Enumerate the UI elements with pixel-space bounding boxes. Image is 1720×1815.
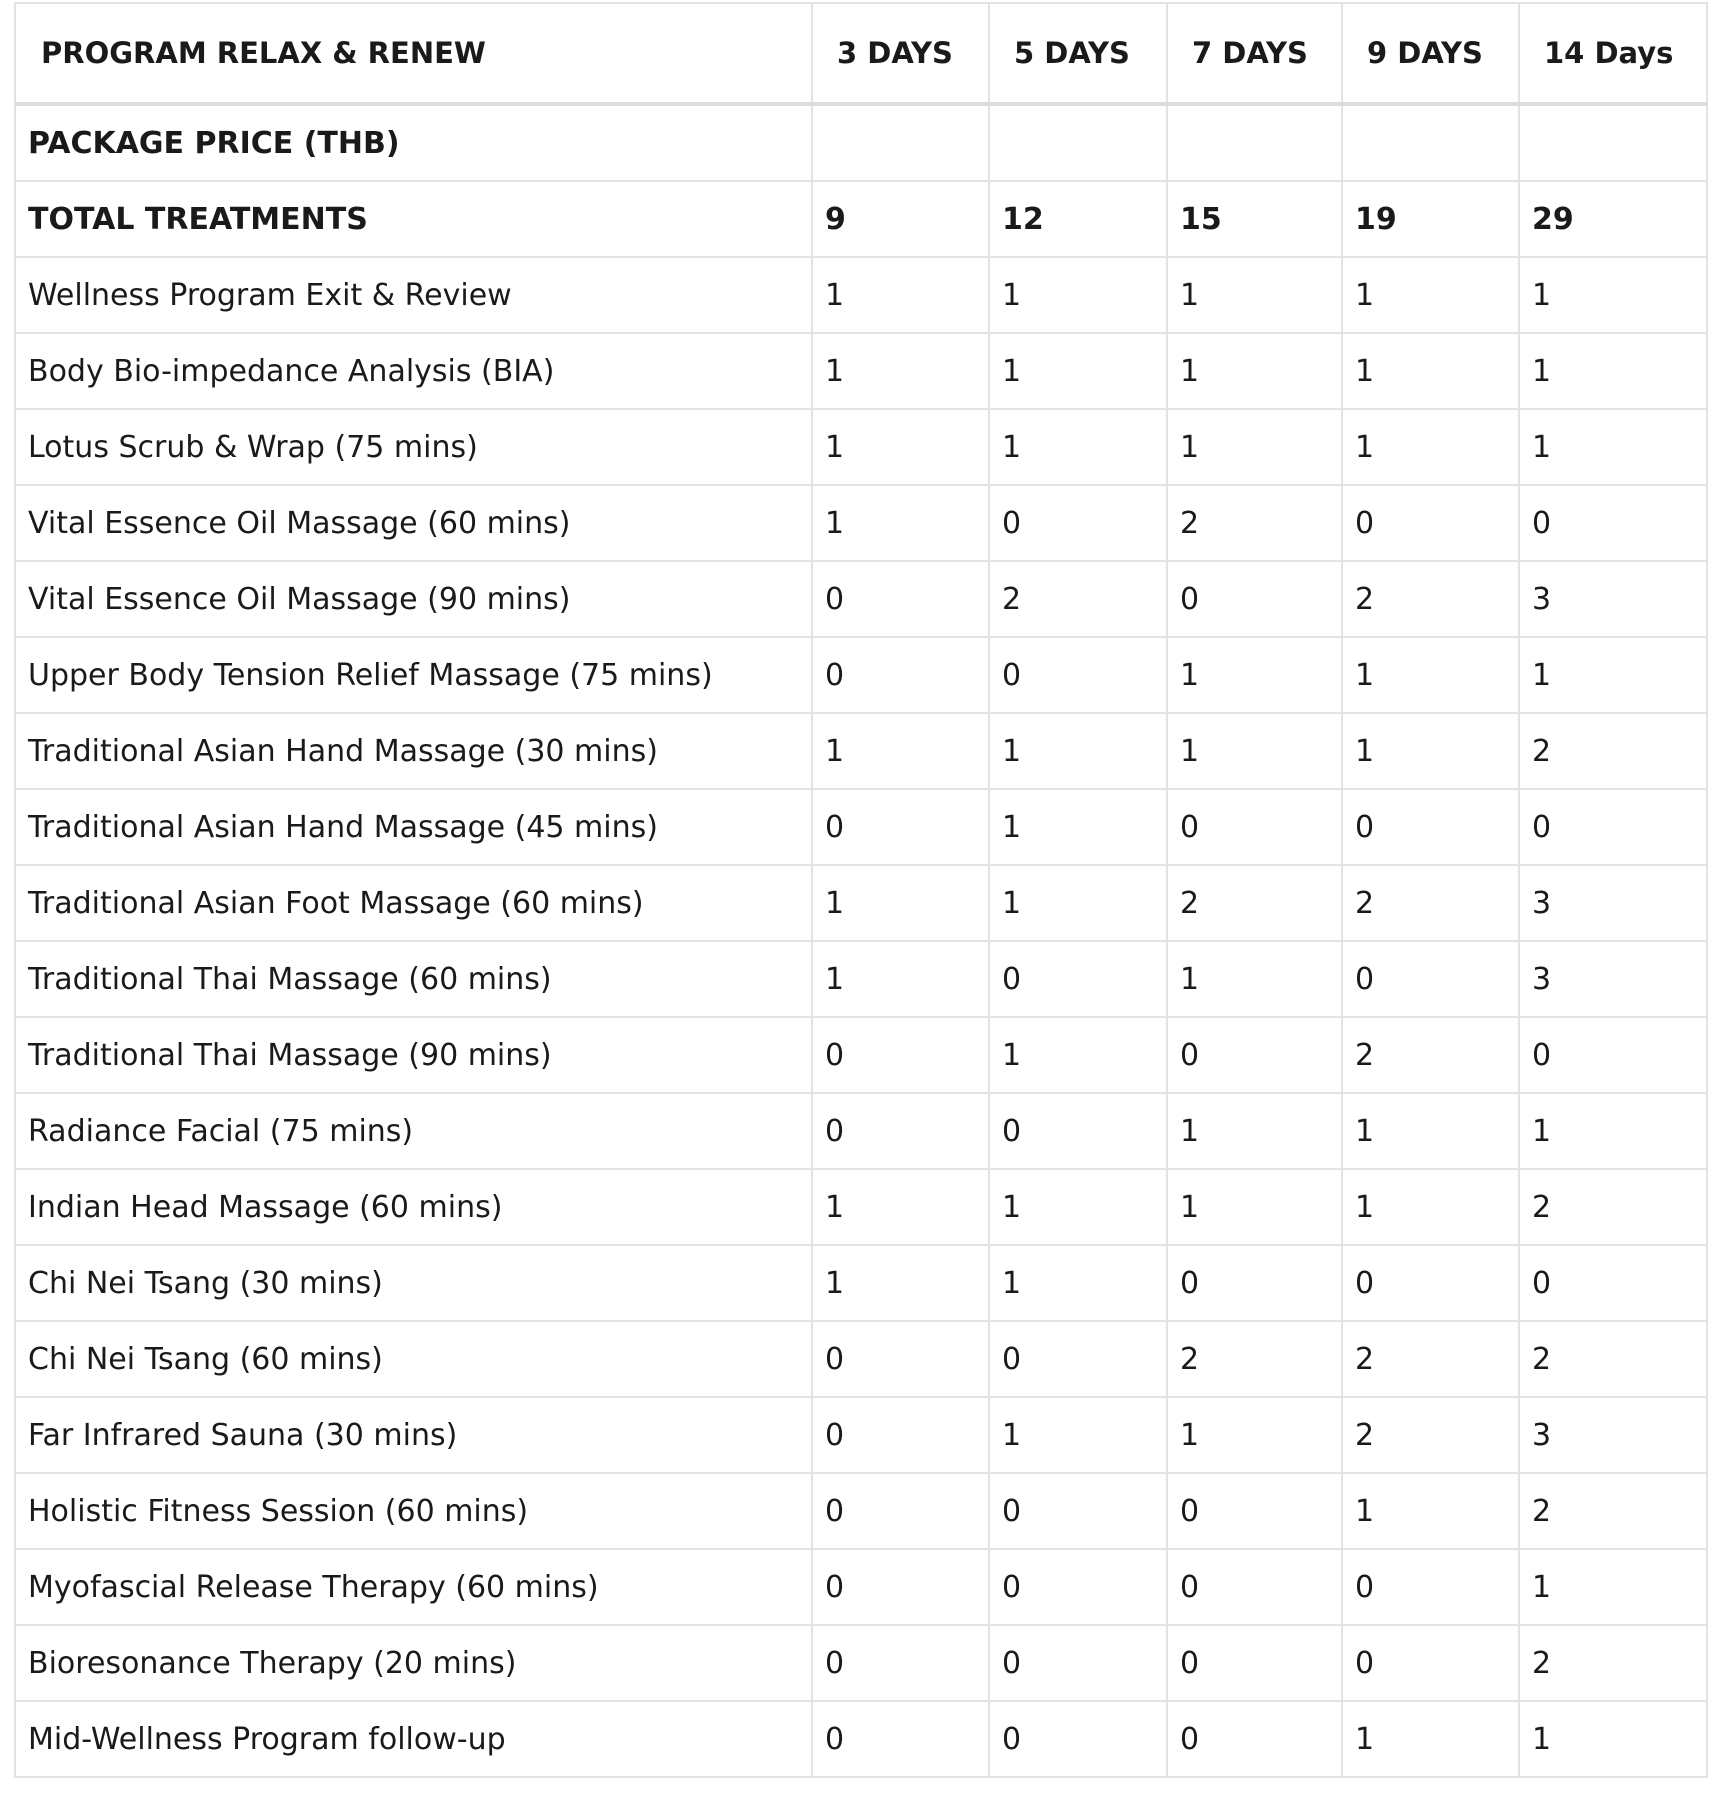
treatment-count-cell: 1 bbox=[1167, 333, 1342, 409]
table-row bbox=[15, 865, 1707, 941]
treatment-count-cell: 0 bbox=[1342, 1625, 1519, 1701]
treatment-count-cell: 1 bbox=[1167, 1169, 1342, 1245]
package-price-cell bbox=[1342, 104, 1519, 181]
treatment-count-cell: 2 bbox=[1342, 1017, 1519, 1093]
treatment-count-cell: 0 bbox=[1167, 1017, 1342, 1093]
total-treatments-cell: 12 bbox=[989, 181, 1167, 257]
treatment-count-cell: 1 bbox=[812, 865, 989, 941]
treatment-name: Chi Nei Tsang (60 mins) bbox=[15, 1321, 812, 1397]
header-3-days: 3 DAYS bbox=[812, 3, 989, 104]
package-price-cell bbox=[812, 104, 989, 181]
table-row bbox=[15, 485, 1707, 561]
treatment-count-cell: 0 bbox=[812, 1093, 989, 1169]
table-row bbox=[15, 637, 1707, 713]
total-treatments-cell: 19 bbox=[1342, 181, 1519, 257]
treatment-count-cell: 1 bbox=[989, 1245, 1167, 1321]
treatment-count-cell: 1 bbox=[1167, 409, 1342, 485]
treatment-count-cell: 0 bbox=[1519, 1245, 1707, 1321]
table-row bbox=[15, 1245, 1707, 1321]
treatment-name: Mid-Wellness Program follow-up bbox=[15, 1701, 812, 1777]
treatment-name: Traditional Asian Hand Massage (30 mins) bbox=[15, 713, 812, 789]
table-row bbox=[15, 1549, 1707, 1625]
treatment-count-cell: 0 bbox=[812, 1701, 989, 1777]
treatment-count-cell: 0 bbox=[989, 1549, 1167, 1625]
treatment-count-cell: 2 bbox=[1167, 485, 1342, 561]
package-price-label: PACKAGE PRICE (THB) bbox=[15, 104, 812, 181]
treatment-count-cell: 1 bbox=[1342, 409, 1519, 485]
treatment-count-cell: 0 bbox=[1342, 1245, 1519, 1321]
treatment-count-cell: 0 bbox=[1167, 1701, 1342, 1777]
treatment-count-cell: 2 bbox=[1519, 713, 1707, 789]
table-row bbox=[15, 1473, 1707, 1549]
treatment-count-cell: 0 bbox=[1342, 1549, 1519, 1625]
treatment-name: Bioresonance Therapy (20 mins) bbox=[15, 1625, 812, 1701]
treatment-count-cell: 1 bbox=[812, 333, 989, 409]
treatment-count-cell: 0 bbox=[812, 1473, 989, 1549]
table-row bbox=[15, 789, 1707, 865]
treatment-count-cell: 0 bbox=[812, 561, 989, 637]
package-price-cell bbox=[1167, 104, 1342, 181]
treatment-count-cell: 1 bbox=[812, 941, 989, 1017]
treatment-count-cell: 1 bbox=[1519, 1701, 1707, 1777]
treatment-count-cell: 2 bbox=[1167, 865, 1342, 941]
treatment-count-cell: 2 bbox=[1519, 1169, 1707, 1245]
treatment-name: Vital Essence Oil Massage (60 mins) bbox=[15, 485, 812, 561]
treatment-count-cell: 2 bbox=[1167, 1321, 1342, 1397]
treatment-count-cell: 1 bbox=[812, 409, 989, 485]
treatment-count-cell: 1 bbox=[812, 1169, 989, 1245]
total-treatments-row bbox=[15, 181, 1707, 257]
treatment-count-cell: 0 bbox=[1167, 1549, 1342, 1625]
treatment-count-cell: 1 bbox=[989, 409, 1167, 485]
treatment-count-cell: 0 bbox=[1519, 789, 1707, 865]
table-row bbox=[15, 1625, 1707, 1701]
total-treatments-cell: 9 bbox=[812, 181, 989, 257]
treatment-name: Traditional Asian Foot Massage (60 mins) bbox=[15, 865, 812, 941]
treatment-name: Holistic Fitness Session (60 mins) bbox=[15, 1473, 812, 1549]
header-9-days: 9 DAYS bbox=[1342, 3, 1519, 104]
total-treatments-label: TOTAL TREATMENTS bbox=[15, 181, 812, 257]
treatment-count-cell: 1 bbox=[989, 789, 1167, 865]
treatment-count-cell: 1 bbox=[812, 257, 989, 333]
treatment-count-cell: 1 bbox=[1519, 1093, 1707, 1169]
treatment-count-cell: 0 bbox=[812, 1397, 989, 1473]
treatment-name: Chi Nei Tsang (30 mins) bbox=[15, 1245, 812, 1321]
treatment-count-cell: 1 bbox=[1519, 637, 1707, 713]
treatment-count-cell: 0 bbox=[1167, 561, 1342, 637]
treatment-count-cell: 0 bbox=[1519, 485, 1707, 561]
treatment-count-cell: 1 bbox=[812, 485, 989, 561]
total-treatments-cell: 29 bbox=[1519, 181, 1707, 257]
treatment-count-cell: 1 bbox=[1342, 333, 1519, 409]
treatment-count-cell: 0 bbox=[1167, 1245, 1342, 1321]
treatment-count-cell: 0 bbox=[989, 1701, 1167, 1777]
treatment-count-cell: 0 bbox=[812, 1625, 989, 1701]
treatment-count-cell: 0 bbox=[1519, 1017, 1707, 1093]
treatment-name: Upper Body Tension Relief Massage (75 mins) bbox=[15, 637, 812, 713]
table-row bbox=[15, 1093, 1707, 1169]
treatment-name: Radiance Facial (75 mins) bbox=[15, 1093, 812, 1169]
treatment-count-cell: 1 bbox=[1342, 257, 1519, 333]
treatment-count-cell: 2 bbox=[1342, 561, 1519, 637]
treatment-count-cell: 1 bbox=[1519, 257, 1707, 333]
treatment-count-cell: 0 bbox=[989, 1473, 1167, 1549]
treatment-count-cell: 0 bbox=[1167, 1625, 1342, 1701]
program-table bbox=[14, 2, 1708, 1778]
treatment-count-cell: 2 bbox=[1342, 1321, 1519, 1397]
package-price-row bbox=[15, 104, 1707, 181]
treatment-count-cell: 3 bbox=[1519, 1397, 1707, 1473]
treatment-count-cell: 2 bbox=[1342, 865, 1519, 941]
treatment-count-cell: 0 bbox=[1342, 941, 1519, 1017]
header-7-days: 7 DAYS bbox=[1167, 3, 1342, 104]
table-row bbox=[15, 1321, 1707, 1397]
treatment-count-cell: 0 bbox=[812, 637, 989, 713]
treatment-count-cell: 0 bbox=[989, 485, 1167, 561]
treatment-count-cell: 0 bbox=[812, 1321, 989, 1397]
treatment-name: Traditional Thai Massage (90 mins) bbox=[15, 1017, 812, 1093]
treatment-name: Wellness Program Exit & Review bbox=[15, 257, 812, 333]
treatment-count-cell: 1 bbox=[1167, 941, 1342, 1017]
table-row bbox=[15, 409, 1707, 485]
table-header-row bbox=[15, 3, 1707, 104]
treatment-count-cell: 1 bbox=[1167, 713, 1342, 789]
header-14-days: 14 Days bbox=[1519, 3, 1707, 104]
treatment-count-cell: 0 bbox=[812, 1017, 989, 1093]
treatment-count-cell: 1 bbox=[1519, 409, 1707, 485]
treatment-count-cell: 3 bbox=[1519, 561, 1707, 637]
total-treatments-cell: 15 bbox=[1167, 181, 1342, 257]
treatment-count-cell: 0 bbox=[989, 1093, 1167, 1169]
treatment-count-cell: 1 bbox=[1167, 1397, 1342, 1473]
header-program-name: PROGRAM RELAX & RENEW bbox=[15, 3, 812, 104]
package-price-cell bbox=[989, 104, 1167, 181]
package-price-cell bbox=[1519, 104, 1707, 181]
treatment-count-cell: 3 bbox=[1519, 865, 1707, 941]
treatment-count-cell: 1 bbox=[989, 1397, 1167, 1473]
treatment-count-cell: 3 bbox=[1519, 941, 1707, 1017]
treatment-count-cell: 0 bbox=[1167, 789, 1342, 865]
header-5-days: 5 DAYS bbox=[989, 3, 1167, 104]
treatment-count-cell: 1 bbox=[989, 1017, 1167, 1093]
treatment-count-cell: 0 bbox=[989, 637, 1167, 713]
treatment-count-cell: 0 bbox=[812, 1549, 989, 1625]
treatment-count-cell: 1 bbox=[1342, 1169, 1519, 1245]
treatment-count-cell: 2 bbox=[1519, 1625, 1707, 1701]
table-row bbox=[15, 1169, 1707, 1245]
treatment-count-cell: 1 bbox=[1519, 333, 1707, 409]
treatment-count-cell: 1 bbox=[812, 713, 989, 789]
treatment-count-cell: 1 bbox=[1167, 257, 1342, 333]
treatment-count-cell: 0 bbox=[1342, 485, 1519, 561]
treatment-count-cell: 2 bbox=[989, 561, 1167, 637]
treatment-count-cell: 1 bbox=[1342, 637, 1519, 713]
treatment-count-cell: 1 bbox=[989, 865, 1167, 941]
table-row bbox=[15, 561, 1707, 637]
treatment-name: Traditional Thai Massage (60 mins) bbox=[15, 941, 812, 1017]
treatment-count-cell: 1 bbox=[989, 1169, 1167, 1245]
treatment-count-cell: 1 bbox=[1342, 1093, 1519, 1169]
treatment-count-cell: 0 bbox=[1342, 789, 1519, 865]
table-row bbox=[15, 257, 1707, 333]
table-row bbox=[15, 713, 1707, 789]
treatment-count-cell: 2 bbox=[1519, 1321, 1707, 1397]
treatment-count-cell: 0 bbox=[1167, 1473, 1342, 1549]
treatment-count-cell: 1 bbox=[1519, 1549, 1707, 1625]
treatment-count-cell: 1 bbox=[1167, 1093, 1342, 1169]
treatment-count-cell: 1 bbox=[1167, 637, 1342, 713]
treatment-name: Traditional Asian Hand Massage (45 mins) bbox=[15, 789, 812, 865]
treatment-count-cell: 2 bbox=[1519, 1473, 1707, 1549]
table-row bbox=[15, 1701, 1707, 1777]
treatment-count-cell: 1 bbox=[1342, 1473, 1519, 1549]
treatment-count-cell: 0 bbox=[989, 1625, 1167, 1701]
treatment-name: Indian Head Massage (60 mins) bbox=[15, 1169, 812, 1245]
treatment-name: Far Infrared Sauna (30 mins) bbox=[15, 1397, 812, 1473]
treatment-count-cell: 1 bbox=[989, 333, 1167, 409]
treatment-name: Lotus Scrub & Wrap (75 mins) bbox=[15, 409, 812, 485]
treatment-count-cell: 1 bbox=[812, 1245, 989, 1321]
treatment-count-cell: 0 bbox=[989, 1321, 1167, 1397]
treatment-count-cell: 0 bbox=[812, 789, 989, 865]
table-row bbox=[15, 1397, 1707, 1473]
treatment-count-cell: 2 bbox=[1342, 1397, 1519, 1473]
treatment-name: Myofascial Release Therapy (60 mins) bbox=[15, 1549, 812, 1625]
treatment-count-cell: 1 bbox=[1342, 713, 1519, 789]
treatment-count-cell: 1 bbox=[1342, 1701, 1519, 1777]
table-row bbox=[15, 333, 1707, 409]
treatment-name: Body Bio-impedance Analysis (BIA) bbox=[15, 333, 812, 409]
table-row bbox=[15, 941, 1707, 1017]
treatment-count-cell: 1 bbox=[989, 257, 1167, 333]
program-table-container bbox=[14, 2, 1706, 1778]
table-row bbox=[15, 1017, 1707, 1093]
treatment-name: Vital Essence Oil Massage (90 mins) bbox=[15, 561, 812, 637]
treatment-count-cell: 1 bbox=[989, 713, 1167, 789]
treatment-count-cell: 0 bbox=[989, 941, 1167, 1017]
